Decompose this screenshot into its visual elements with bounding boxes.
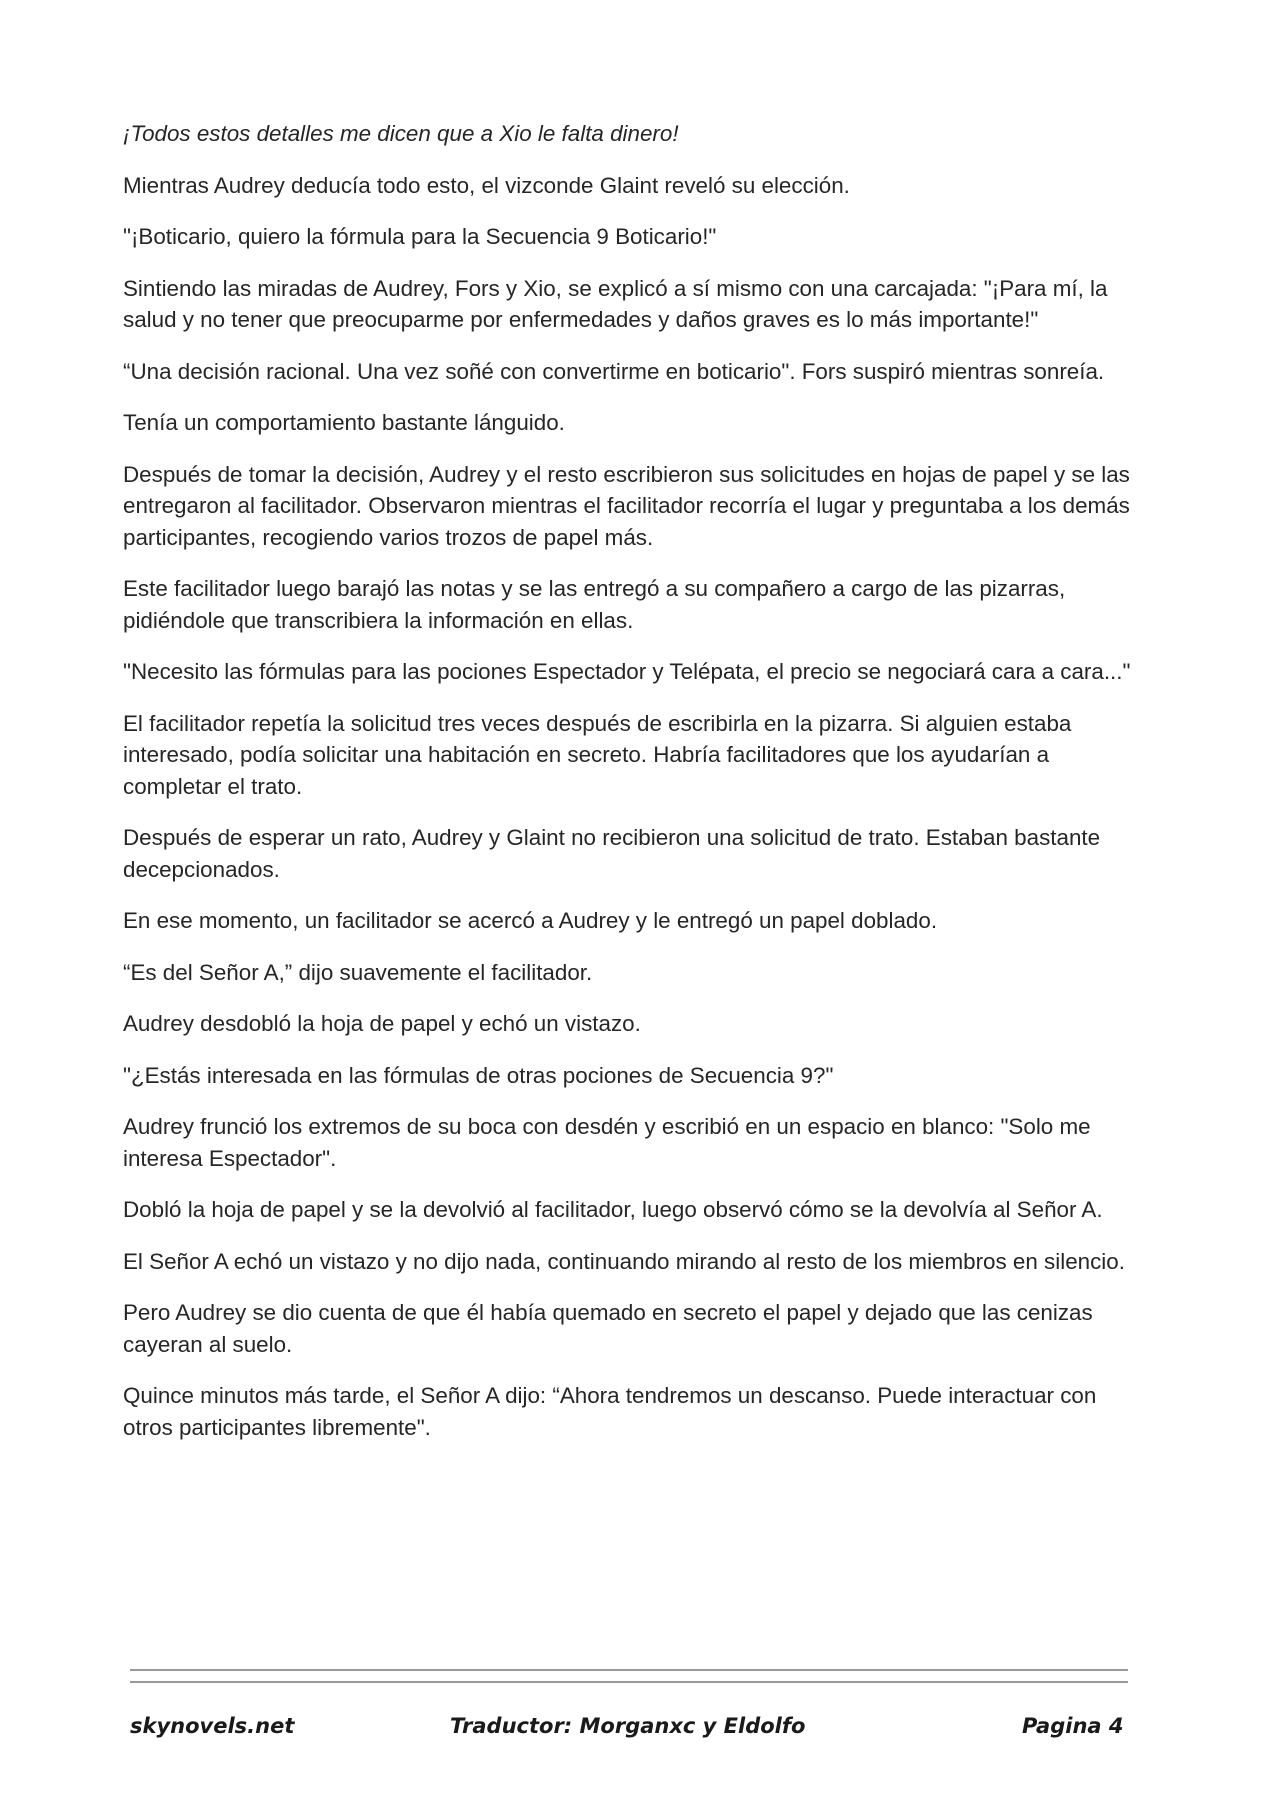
paragraph-19: Pero Audrey se dio cuenta de que él había quemado en secreto el papel y dejado que las cenizas cayeran al suelo. [123,1300,1093,1357]
paragraph-7: Después de tomar la decisión, Audrey y el resto escribieron sus solicitudes en hojas de papel y se las entregaron al facilitador. Observaron mientras el facilitador recorría el lugar y preguntaba a los demás participantes, recogiendo varios trozos de papel más. [123,461,1130,550]
footer-divider-top [130,1669,1128,1671]
paragraph-6: Tenía un comportamiento bastante lánguido. [123,410,565,435]
paragraph-13: “Es del Señor A,” dijo suavemente el facilitador. [123,959,593,985]
paragraph-18: El Señor A echó un vistazo y no dijo nada, continuando mirando al resto de los miembros en silencio. [123,1248,1125,1274]
paragraph-16: Audrey frunció los extremos de su boca con desdén y escribió en un espacio en blanco: "Solo me interesa Espectador". [123,1114,1091,1171]
footer-page-number: Pagina 4 [1022,1714,1124,1738]
paragraph-9: "Necesito las fórmulas para las pociones Espectador y Telépata, el precio se negociará cara a cara..." [123,659,1131,684]
paragraph-1: ¡Todos estos detalles me dicen que a Xio le falta dinero! [123,121,679,146]
paragraph-4: Sintiendo las miradas de Audrey, Fors y Xio, se explicó a sí mismo con una carcajada: "¡Para mí, la salud y no tener que preocuparme por enfermedades y daños graves es lo más importante!" [123,275,1108,332]
paragraph-3: "¡Boticario, quiero la fórmula para la Secuencia 9 Boticario!" [123,224,717,249]
paragraph-2: Mientras Audrey deducía todo esto, el vizconde Glaint reveló su elección. [123,172,850,198]
chapter-body [123,118,1138,1463]
paragraph-15: "¿Estás interesada en las fórmulas de otras pociones de Secuencia 9?" [123,1062,834,1088]
paragraph-12: En ese momento, un facilitador se acercó a Audrey y le entregó un papel doblado. [123,908,938,933]
paragraph-11: Después de esperar un rato, Audrey y Glaint no recibieron una solicitud de trato. Estaban bastante decepcionados. [123,825,1101,882]
footer-translator: Traductor: Morganxc y Eldolfo [450,1714,806,1738]
paragraph-10: El facilitador repetía la solicitud tres veces después de escribirla en la pizarra. Si alguien estaba interesado, podía solicitar una habitación en secreto. Habría facilitadores que los ayudarían a completar el trato. [123,710,1072,799]
paragraph-14: Audrey desdobló la hoja de papel y echó un vistazo. [123,1011,641,1036]
paragraph-17: Dobló la hoja de papel y se la devolvió al facilitador, luego observó cómo se la devolvía al Señor A. [123,1197,1103,1222]
footer-site: skynovels.net [130,1714,295,1738]
paragraph-20: Quince minutos más tarde, el Señor A dijo: “Ahora tendremos un descanso. Puede interactuar con otros participantes libremente". [123,1383,1097,1440]
paragraph-5: “Una decisión racional. Una vez soñé con convertirme en boticario". Fors suspiró mientras sonreía. [123,358,1105,384]
footer-divider-bottom [130,1681,1128,1683]
paragraph-8: Este facilitador luego barajó las notas y se las entregó a su compañero a cargo de las pizarras, pidiéndole que transcribiera la información en ellas. [123,576,1066,633]
